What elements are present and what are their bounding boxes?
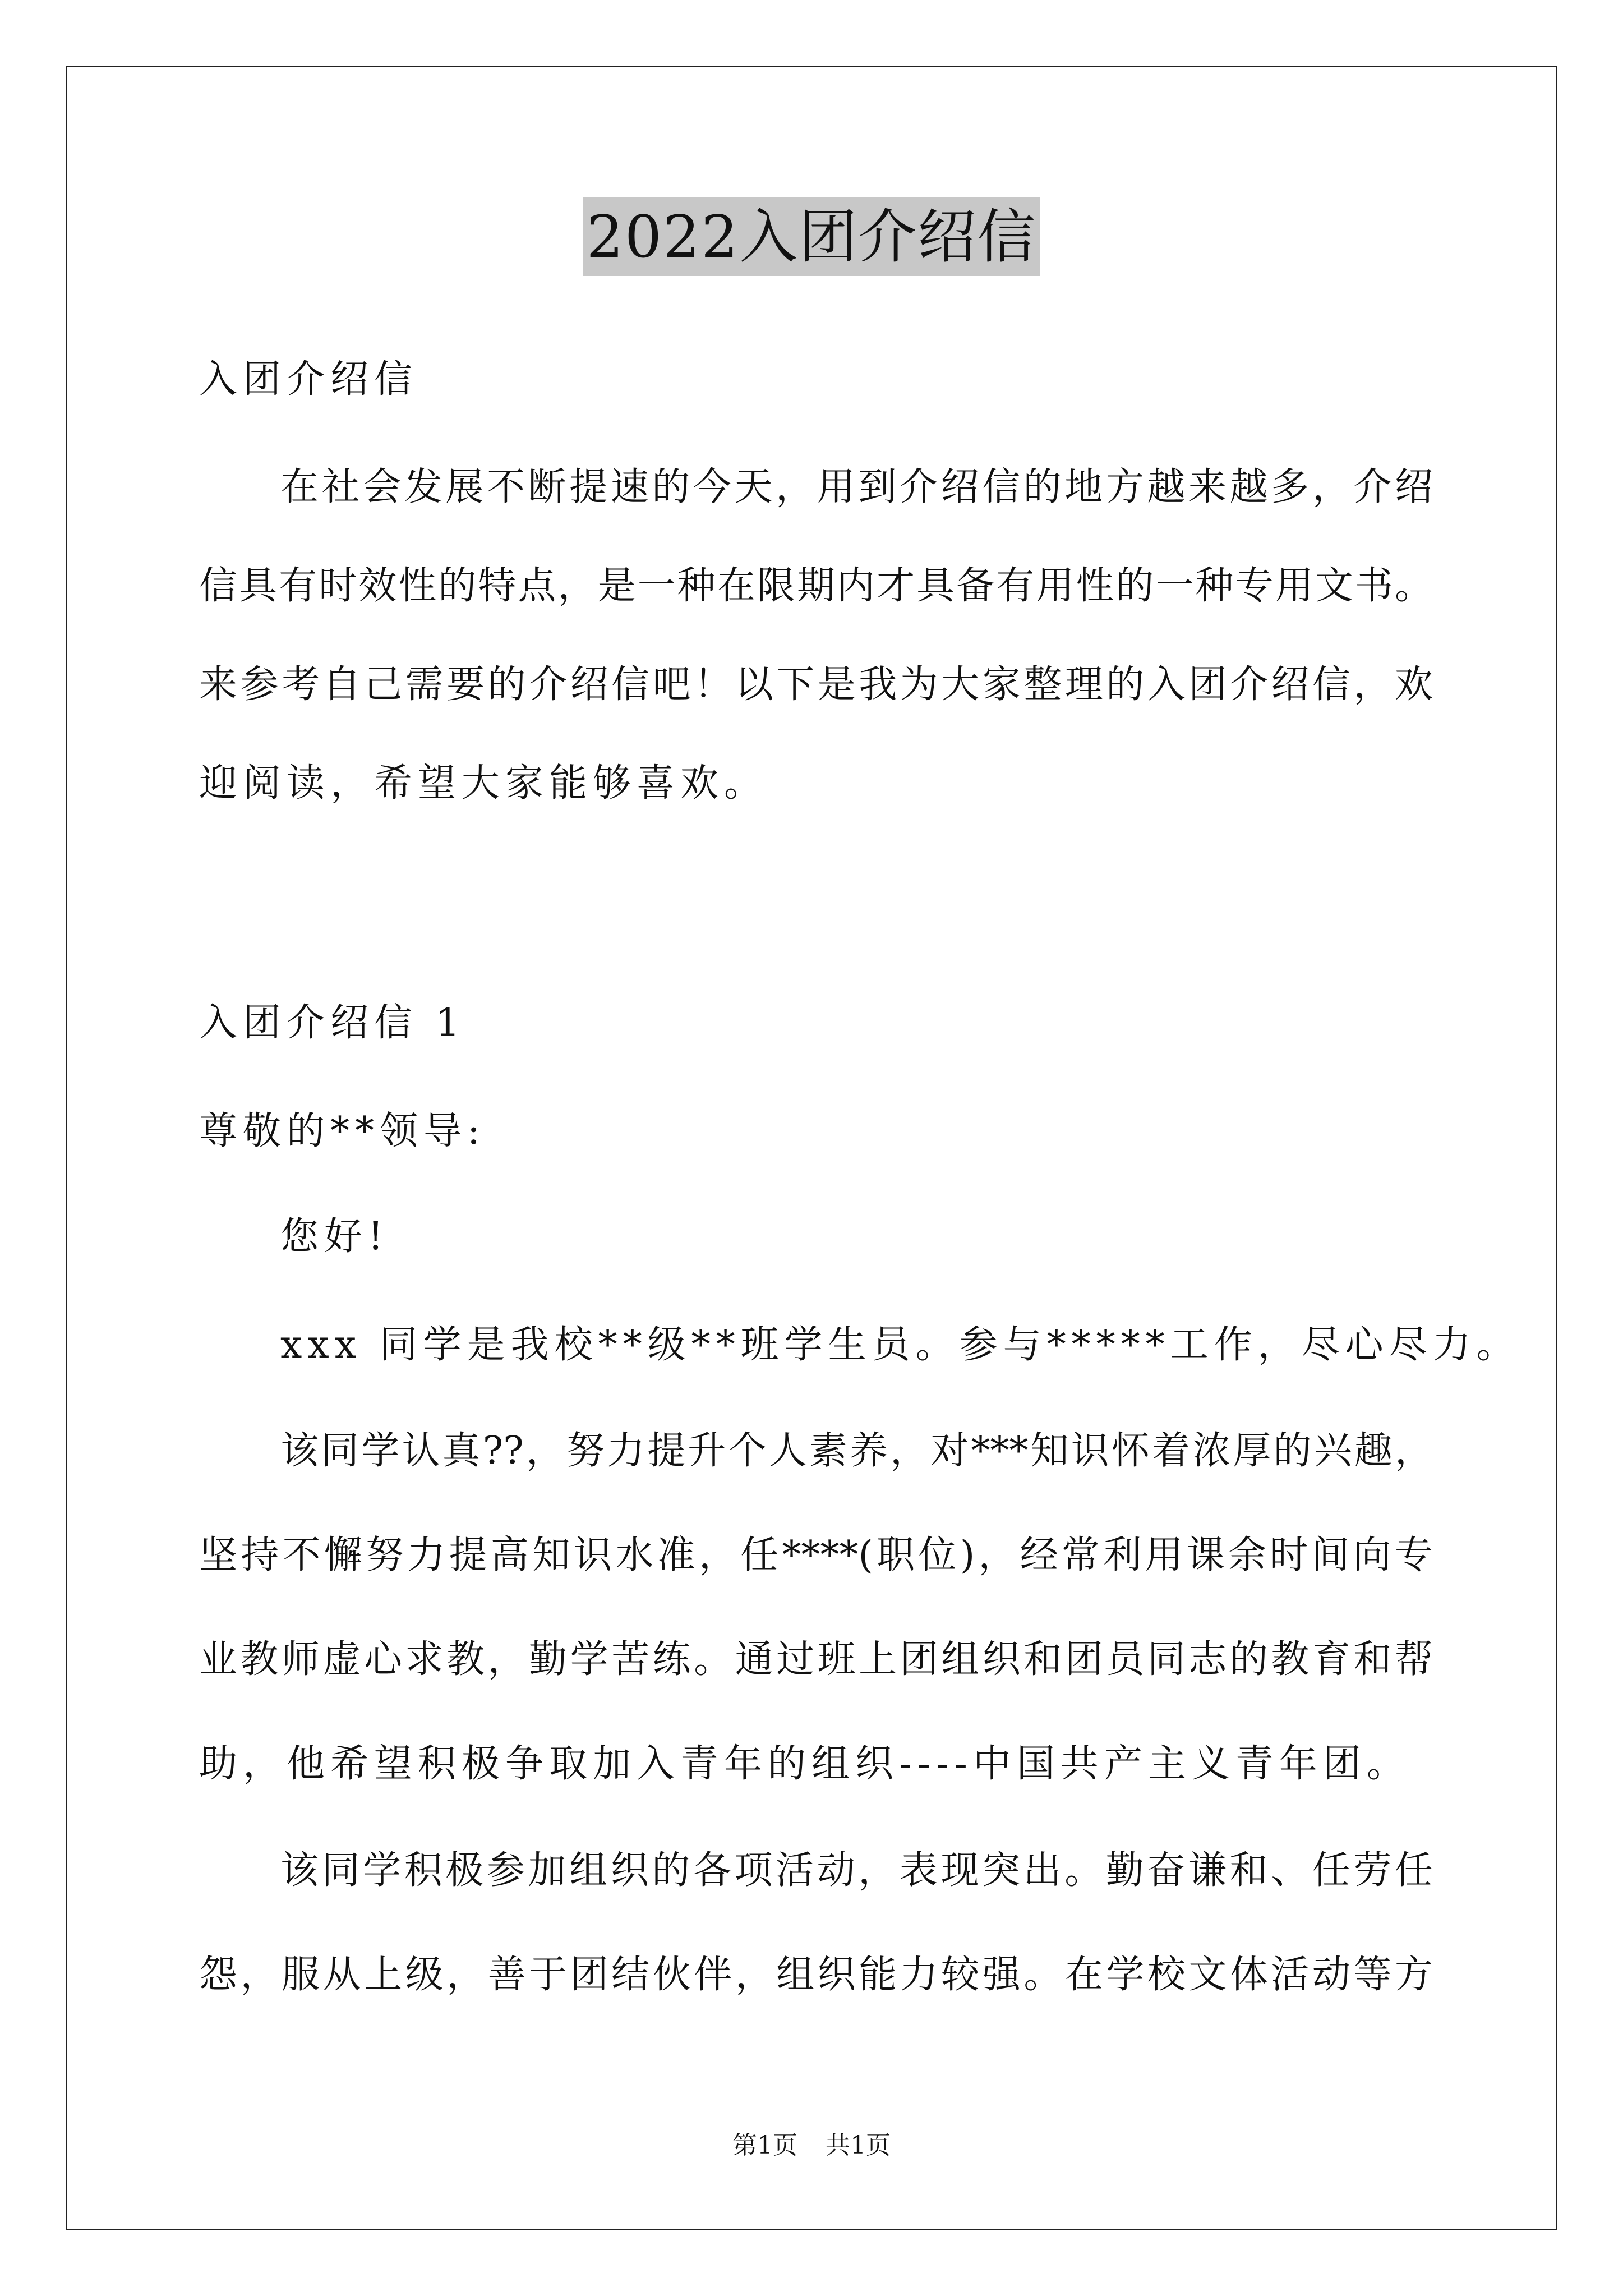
intro-line-2: 信具有时效性的特点，是一种在限期内才具备有用性的一种专用文书。 [199,564,1433,608]
page-footer [0,2129,1623,2162]
intro-line-1: 在社会发展不断提速的今天，用到介绍信的地方越来越多，介绍 [280,465,1433,509]
body-line-1: xxx 同学是我校**级**班学生员。参与*****工作，尽心尽力。 [280,1323,1520,1367]
body-line-3: 坚持不懈努力提高知识水准，任****(职位)，经常利用课余时间向专 [199,1533,1433,1577]
page-total: 共1页 [826,2131,891,2160]
intro-line-3: 来参考自己需要的介绍信吧！以下是我为大家整理的入团介绍信，欢 [199,662,1433,707]
greeting: 您好! [280,1214,389,1259]
body-line-5: 助，他希望积极争取加入青年的组织----中国共产主义青年团。 [199,1742,1410,1786]
section-heading: 入团介绍信 1 [199,1001,465,1045]
intro-line-4: 迎阅读，希望大家能够喜欢。 [199,761,768,806]
title-container [0,197,1623,276]
document-title: 2022入团介绍信 [583,197,1040,276]
page-current: 第1页 [732,2131,797,2160]
body-line-6: 该同学积极参加组织的各项活动，表现突出。勤奋谦和、任劳任 [280,1848,1433,1893]
subtitle: 入团介绍信 [199,357,418,402]
salutation: 尊敬的**领导: [199,1109,486,1153]
body-line-2: 该同学认真??，努力提升个人素养，对***知识怀着浓厚的兴趣， [280,1429,1433,1473]
body-line-7: 怨，服从上级，善于团结伙伴，组织能力较强。在学校文体活动等方 [199,1953,1433,1997]
body-line-4: 业教师虚心求教，勤学苦练。通过班上团组织和团员同志的教育和帮 [199,1637,1433,1682]
